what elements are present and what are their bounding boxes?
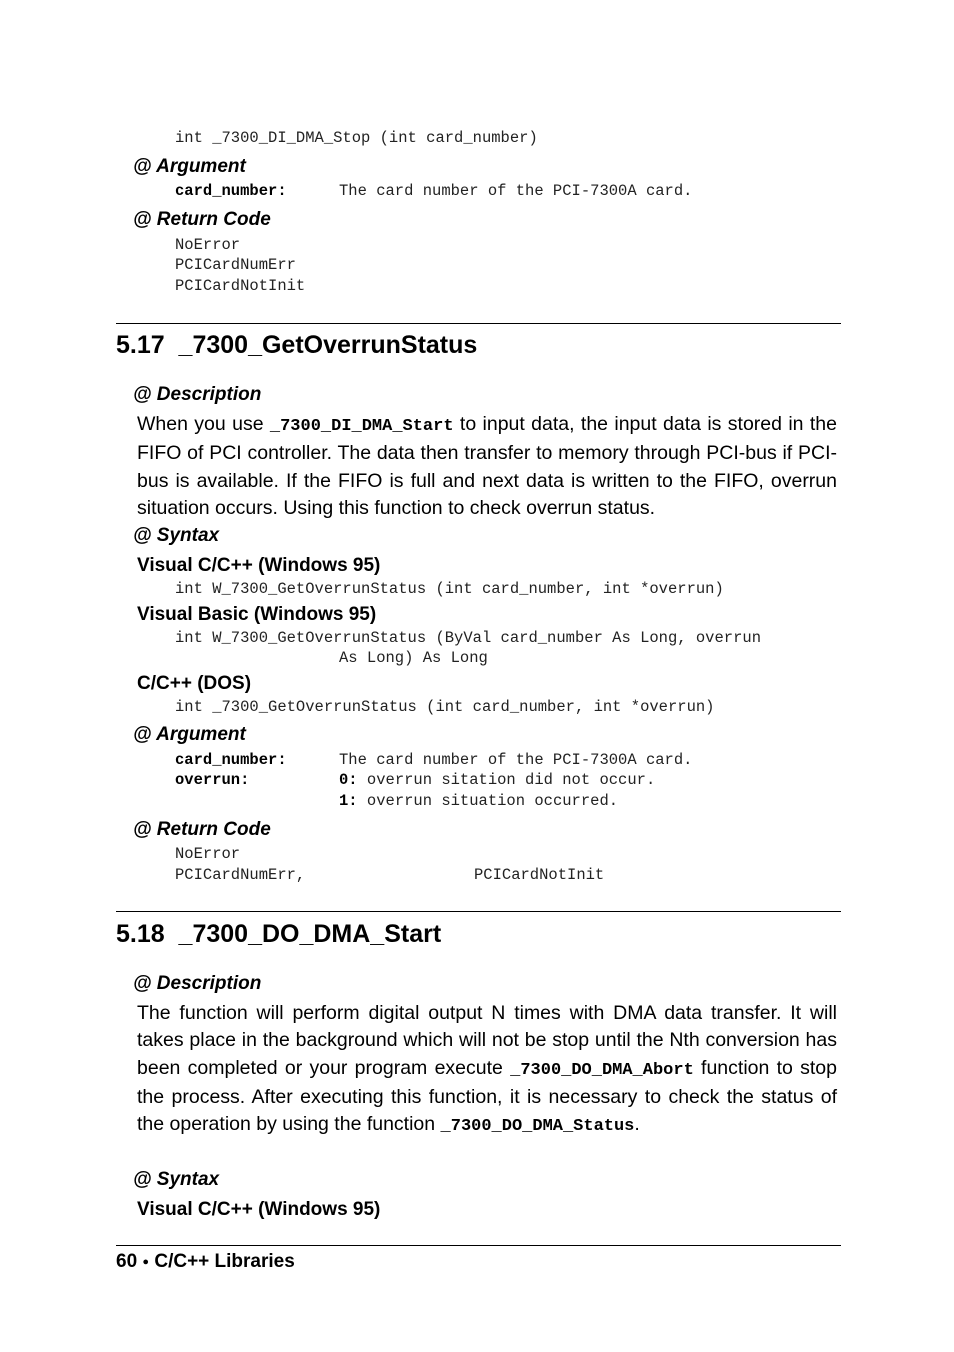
return-code: PCICardNumErr — [175, 256, 296, 274]
syntax-line: int W_7300_GetOverrunStatus (ByVal card_number As Long, overrun — [175, 629, 761, 647]
platform-heading: C/C++ (DOS) — [137, 673, 252, 694]
platform-heading: Visual C/C++ (Windows 95) — [137, 1199, 381, 1220]
description-text: function to stop the process. After executing this function, it is necessary to check the status of the operation by using the function — [137, 1056, 837, 1136]
argument-heading: @ Argument — [133, 156, 246, 177]
platform-heading: Visual Basic (Windows 95) — [137, 604, 377, 625]
function-reference: _7300_DI_DMA_Start — [269, 417, 454, 436]
description-text: The function will perform digital output N times with DMA data transfer. It will takes place in the background which will not be stop until the Nth conversion has been completed or your program execute — [137, 1002, 837, 1079]
arg-description: overrun situation occurred. — [357, 792, 619, 810]
description-text: When you use — [137, 413, 270, 435]
syntax-line: int _7300_DI_DMA_Stop (int card_number) — [175, 129, 538, 147]
page-footer — [116, 1250, 295, 1274]
syntax-heading: @ Syntax — [133, 1169, 220, 1190]
description-paragraph — [137, 411, 837, 522]
arg-description: The card number of the PCI-7300A card. — [339, 751, 693, 769]
return-code: PCICardNumErr, — [175, 866, 306, 884]
function-reference: _7300_DO_DMA_Status — [440, 1117, 635, 1137]
section-title: 5.17 _7300_GetOverrunStatus — [116, 331, 478, 359]
page-number: 60 — [116, 1251, 138, 1272]
return-code-heading: @ Return Code — [133, 209, 271, 230]
return-code-heading: @ Return Code — [133, 819, 271, 840]
section-divider — [116, 323, 841, 324]
arg-name: card_number: — [175, 182, 287, 200]
section-divider — [116, 911, 841, 912]
return-code: NoError — [175, 845, 241, 863]
description-heading: @ Description — [133, 384, 262, 405]
arg-value: 1: — [339, 792, 358, 810]
bullet-icon: ● — [142, 1256, 150, 1268]
arg-value-row — [339, 791, 618, 811]
function-reference: _7300_DO_DMA_Abort — [510, 1060, 694, 1080]
description-text: to input data, the input data is stored in the FIFO of PCI controller. The data then transfer to memory through PCI-bus if PCI-bus is available. If the FIFO is full and next data is written to the FIFO, overrun situation occurs. Using this function to check overrun status. — [137, 413, 837, 519]
description-text: . — [634, 1113, 640, 1136]
syntax-heading: @ Syntax — [133, 525, 220, 546]
return-code: PCICardNotInit — [175, 277, 306, 295]
footer-divider — [116, 1245, 841, 1246]
arg-value-row — [339, 770, 655, 790]
arg-name: overrun: — [175, 771, 250, 789]
argument-heading: @ Argument — [133, 724, 246, 745]
description-heading: @ Description — [133, 973, 262, 994]
syntax-line: As Long) As Long — [339, 649, 488, 667]
arg-name: card_number: — [175, 751, 287, 769]
platform-heading: Visual C/C++ (Windows 95) — [137, 555, 381, 576]
footer-title: C/C++ Libraries — [154, 1251, 295, 1272]
return-code: NoError — [175, 236, 241, 254]
arg-description: The card number of the PCI-7300A card. — [339, 182, 693, 200]
arg-value: 0: — [339, 771, 358, 789]
section-title: 5.18 _7300_DO_DMA_Start — [116, 920, 442, 948]
syntax-line: int _7300_GetOverrunStatus (int card_number, int *overrun) — [175, 698, 715, 716]
return-code: PCICardNotInit — [474, 866, 605, 884]
syntax-line: int W_7300_GetOverrunStatus (int card_number, int *overrun) — [175, 580, 724, 598]
arg-description: overrun sitation did not occur. — [357, 771, 656, 789]
description-paragraph — [137, 1000, 837, 1140]
